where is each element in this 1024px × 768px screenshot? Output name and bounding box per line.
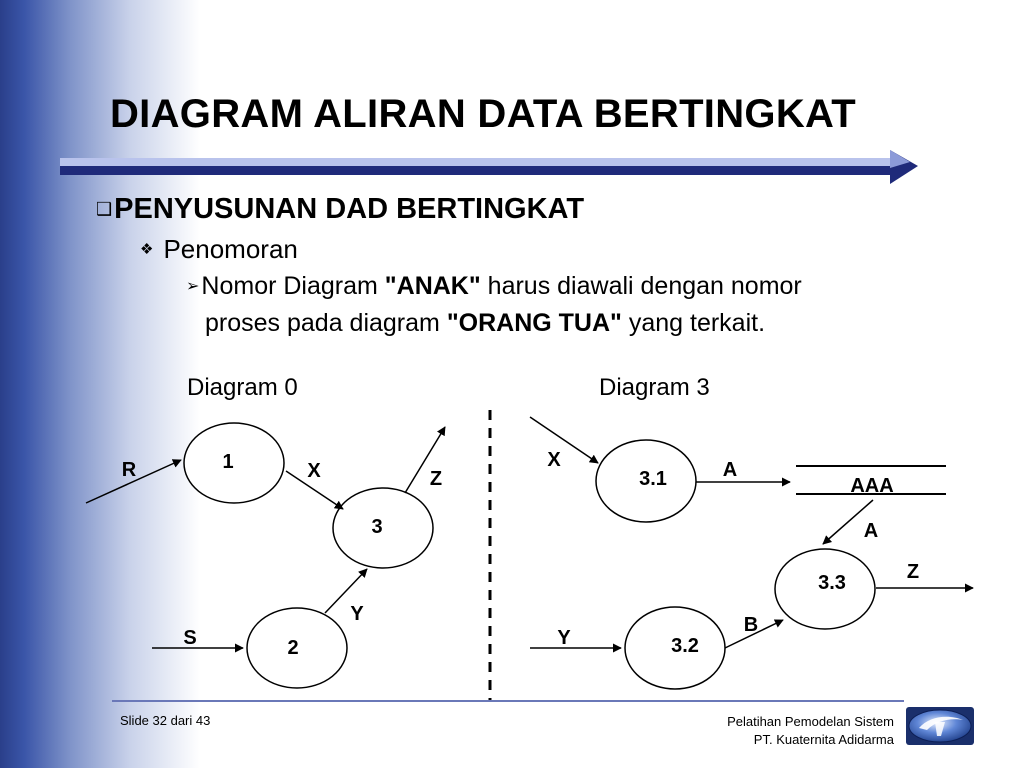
company-logo-icon	[905, 706, 975, 746]
paragraph-text: proses pada diagram	[205, 309, 447, 337]
arrow-bullet-icon: ➢	[186, 278, 200, 295]
sub-bullet-text: Penomoran	[163, 234, 298, 264]
paragraph-text: yang terkait.	[621, 309, 766, 337]
flow-y-label: Y	[557, 627, 571, 649]
flow-b-label: B	[743, 614, 759, 636]
process-3-1-label: 3.1	[639, 468, 667, 490]
footer-divider	[112, 700, 904, 702]
flow-r-label: R	[121, 459, 137, 481]
diagram-3-label: Diagram 3	[599, 374, 710, 401]
flow-x-label: X	[547, 449, 561, 471]
diagram-0-label: Diagram 0	[187, 374, 298, 401]
footer-organization	[727, 713, 894, 749]
footer-org-line-2: PT. Kuaternita Adidarma	[753, 732, 894, 747]
paragraph-text: harus diawali dengan nomor	[480, 272, 802, 300]
flow-z-label: Z	[429, 468, 443, 490]
section-heading-text: PENYUSUNAN DAD BERTINGKAT	[114, 193, 585, 225]
process-1-label: 1	[222, 451, 234, 473]
process-3-2-label: 3.2	[671, 635, 699, 657]
flow-s-label: S	[183, 627, 197, 649]
process-3-label: 3	[371, 516, 383, 538]
paragraph-bold-orang-tua: "ORANG TUA"	[446, 309, 622, 337]
paragraph-bold-anak: "ANAK"	[384, 272, 481, 300]
process-2-label: 2	[287, 637, 299, 659]
process-3-3-label: 3.3	[818, 572, 846, 594]
square-bullet-icon: ❑	[96, 199, 113, 219]
process-1-circle	[184, 423, 284, 503]
data-store-label: AAA	[850, 475, 894, 497]
footer-org-line-1: Pelatihan Pemodelan Sistem	[727, 714, 894, 729]
flow-y-label: Y	[350, 603, 364, 625]
flow-a-label: A	[863, 520, 879, 542]
diamond-bullet-icon: ❖	[140, 241, 154, 258]
slide-number: Slide 32 dari 43	[120, 713, 211, 728]
process-3-circle	[333, 488, 433, 568]
slide-title: DIAGRAM ALIRAN DATA BERTINGKAT	[110, 92, 856, 136]
paragraph-text: Nomor Diagram	[201, 272, 385, 300]
flow-x-label: X	[307, 460, 321, 482]
flow-a-label: A	[722, 459, 738, 481]
flow-z-label: Z	[906, 561, 920, 583]
flow-x-in-arrow	[530, 417, 598, 463]
